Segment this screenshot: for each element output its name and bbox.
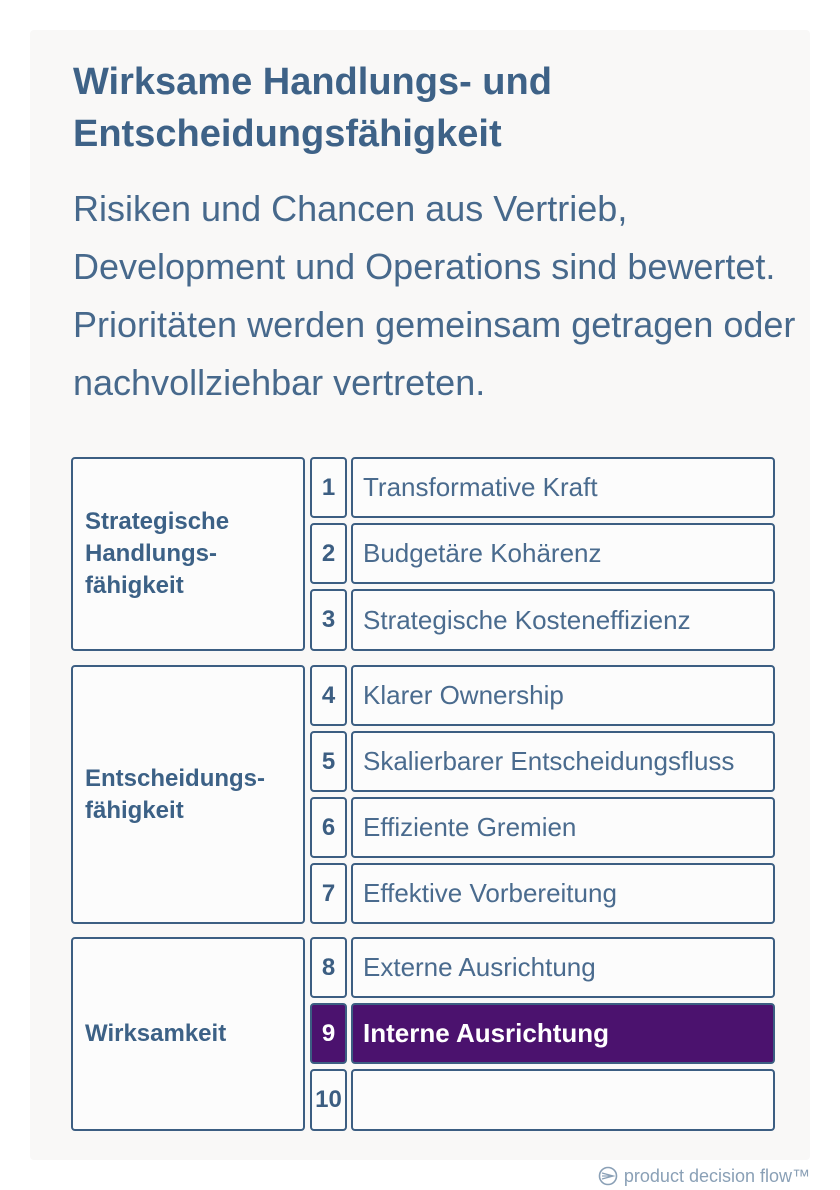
row-number-3: 3 (310, 589, 347, 651)
page-title: Wirksame Handlungs- und Entscheidungsfähigkeit (73, 61, 552, 155)
row-number-5: 5 (310, 731, 347, 792)
group-strategische-handlungsfaehigkeit: Strategische Handlungs- fähigkeit (71, 457, 305, 651)
row-number-6: 6 (310, 797, 347, 858)
row-number-10: 10 (310, 1069, 347, 1131)
row-label-1[interactable]: Transformative Kraft (351, 457, 775, 518)
row-number-2: 2 (310, 523, 347, 584)
row-label-6[interactable]: Effiziente Gremien (351, 797, 775, 858)
row-label-3[interactable]: Strategische Kosteneffizienz (351, 589, 775, 651)
row-number-4: 4 (310, 665, 347, 726)
compass-logo-icon (598, 1166, 618, 1186)
footer-brand-text: product decision flow™ (623, 1165, 810, 1186)
row-label-10[interactable] (351, 1069, 775, 1131)
row-number-9: 9 (310, 1003, 347, 1064)
page-subtitle: Risiken und Chancen aus Vertrieb, Development und Operations sind bewertet. Prioritäten werden gemeinsam getragen oder nachvollziehbar vertreten. (73, 188, 796, 403)
row-label-5[interactable]: Skalierbarer Entscheidungsfluss (351, 731, 775, 792)
group-entscheidungsfaehigkeit: Entscheidungs- fähigkeit (71, 665, 305, 924)
row-label-7[interactable]: Effektive Vorbereitung (351, 863, 775, 924)
row-number-1: 1 (310, 457, 347, 518)
row-number-7: 7 (310, 863, 347, 924)
row-label-9-selected[interactable]: Interne Ausrichtung (351, 1003, 775, 1064)
group-wirksamkeit: Wirksamkeit (71, 937, 305, 1131)
row-label-8[interactable]: Externe Ausrichtung (351, 937, 775, 998)
row-label-4[interactable]: Klarer Ownership (351, 665, 775, 726)
row-number-8: 8 (310, 937, 347, 998)
row-label-2[interactable]: Budgetäre Kohärenz (351, 523, 775, 584)
footer-brand (598, 1163, 810, 1189)
